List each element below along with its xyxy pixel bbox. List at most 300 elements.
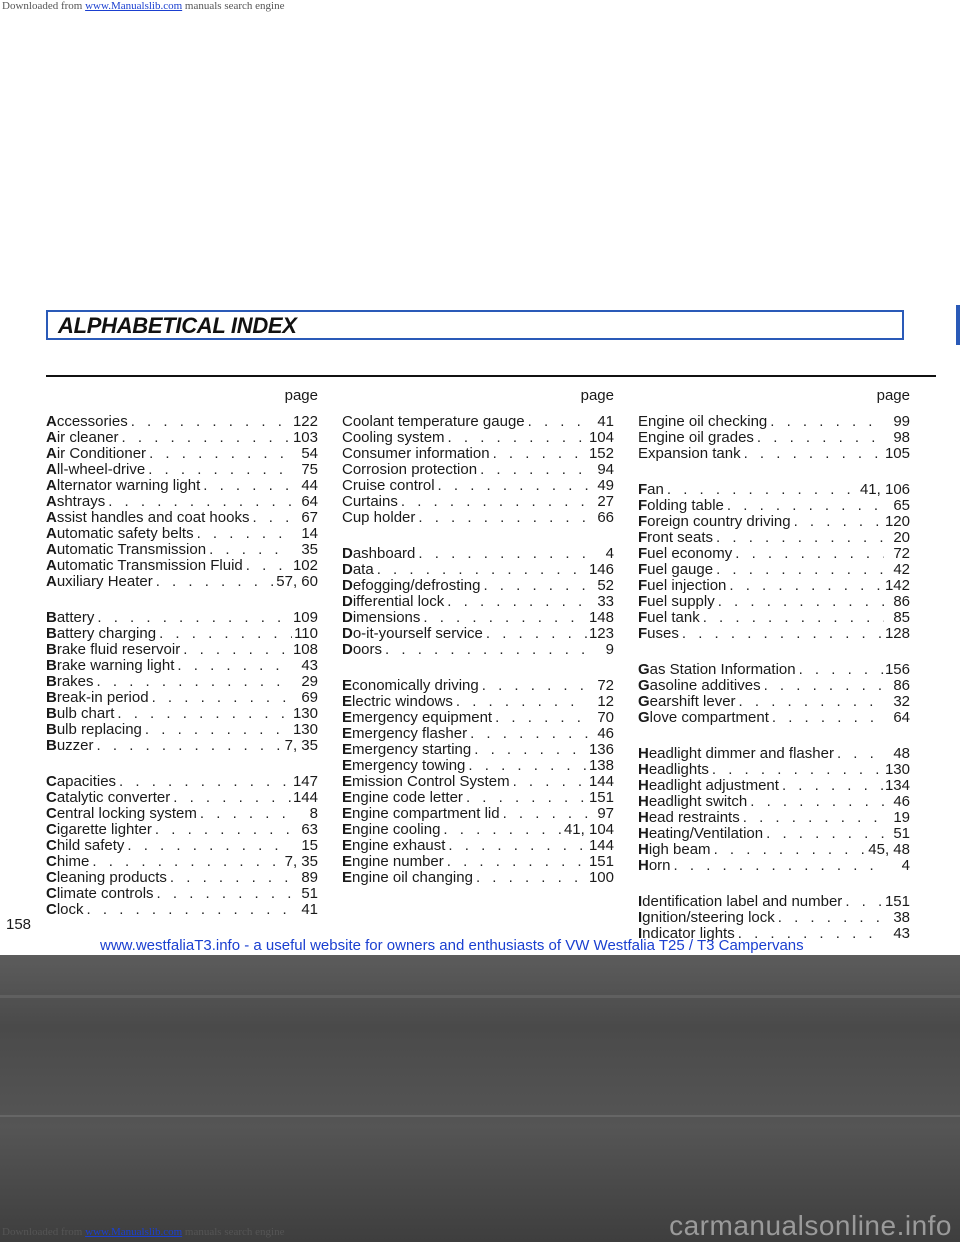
dot-leader bbox=[249, 510, 292, 526]
index-term bbox=[638, 498, 724, 514]
index-entry bbox=[638, 842, 910, 858]
index-term-text: Cruise control bbox=[342, 478, 435, 494]
index-term-text: imensions bbox=[352, 610, 421, 626]
index-term-text: igarette lighter bbox=[56, 822, 152, 838]
download-suffix: manuals search engine bbox=[184, 0, 285, 12]
index-term-initial: H bbox=[638, 858, 649, 874]
index-term-text: ngine code letter bbox=[352, 790, 463, 806]
index-entry bbox=[46, 494, 318, 510]
index-entry bbox=[342, 838, 614, 854]
dot-leader bbox=[473, 870, 588, 886]
index-term-text: reak-in period bbox=[56, 690, 149, 706]
index-entry bbox=[638, 530, 910, 546]
index-term bbox=[638, 826, 763, 842]
index-term bbox=[342, 758, 465, 774]
index-term bbox=[638, 746, 834, 762]
index-page-ref: 33 bbox=[597, 594, 614, 610]
index-page-ref: 156 bbox=[884, 662, 910, 678]
index-page-ref: 45, 48 bbox=[868, 842, 910, 858]
dot-leader bbox=[465, 758, 588, 774]
dot-leader bbox=[477, 462, 588, 478]
index-term-initial: C bbox=[46, 902, 57, 918]
index-term-text: rake warning light bbox=[56, 658, 175, 674]
index-page-ref: 41, 106 bbox=[859, 482, 910, 498]
index-page-ref: 105 bbox=[884, 446, 910, 462]
index-entry bbox=[46, 738, 318, 754]
index-entry bbox=[46, 526, 318, 542]
index-term-initial: F bbox=[638, 482, 648, 498]
index-term bbox=[638, 678, 761, 694]
index-entry bbox=[46, 610, 318, 626]
index-term bbox=[638, 894, 842, 910]
dot-leader bbox=[94, 738, 285, 754]
index-term-initial: E bbox=[342, 822, 353, 838]
index-entry bbox=[342, 726, 614, 742]
index-term-text: rake fluid reservoir bbox=[56, 642, 181, 658]
index-term bbox=[342, 870, 473, 886]
index-term-text: oreign country driving bbox=[647, 514, 791, 530]
manualslib-link[interactable]: www.Manualslib.com bbox=[85, 0, 183, 12]
index-entry bbox=[342, 854, 614, 870]
index-term-text: ata bbox=[352, 562, 374, 578]
index-entry bbox=[46, 806, 318, 822]
index-letter-group bbox=[342, 546, 614, 658]
index-term-initial: D bbox=[342, 546, 353, 562]
download-suffix: manuals search engine bbox=[184, 1226, 285, 1238]
index-page-ref: 35 bbox=[301, 542, 318, 558]
index-term-text: mergency flasher bbox=[352, 726, 468, 742]
index-page-ref: 128 bbox=[884, 626, 910, 642]
index-page-ref: 54 bbox=[301, 446, 318, 462]
index-page-ref: 89 bbox=[301, 870, 318, 886]
index-term-initial: D bbox=[342, 578, 353, 594]
index-term bbox=[46, 526, 194, 542]
dot-leader bbox=[711, 842, 869, 858]
index-term-text: igh beam bbox=[648, 842, 711, 858]
index-page-ref: 138 bbox=[588, 758, 614, 774]
index-entry bbox=[342, 710, 614, 726]
index-term-text: lternator warning light bbox=[56, 478, 201, 494]
index-term-text: mergency towing bbox=[352, 758, 466, 774]
index-term bbox=[638, 414, 767, 430]
dot-leader bbox=[398, 494, 588, 510]
index-entry bbox=[638, 778, 910, 794]
index-term bbox=[342, 678, 479, 694]
index-term bbox=[342, 642, 382, 658]
index-term bbox=[46, 706, 114, 722]
index-term-initial: D bbox=[342, 610, 353, 626]
index-page-ref: 7, 35 bbox=[284, 854, 318, 870]
index-term bbox=[638, 594, 715, 610]
index-term bbox=[342, 594, 444, 610]
index-entry bbox=[342, 462, 614, 478]
index-term bbox=[342, 578, 480, 594]
index-page-ref: 151 bbox=[884, 894, 910, 910]
download-prefix: Downloaded from bbox=[2, 0, 83, 12]
index-entry bbox=[638, 446, 910, 462]
index-term-initial: C bbox=[46, 886, 57, 902]
index-page-ref: 99 bbox=[893, 414, 910, 430]
index-term bbox=[46, 642, 180, 658]
index-entry bbox=[342, 494, 614, 510]
index-page-ref: 67 bbox=[301, 510, 318, 526]
dot-leader bbox=[382, 642, 588, 658]
index-term bbox=[342, 510, 415, 526]
index-page-ref: 64 bbox=[893, 710, 910, 726]
edge-tab bbox=[956, 305, 960, 345]
index-page-ref: 75 bbox=[301, 462, 318, 478]
dot-leader bbox=[89, 854, 284, 870]
index-term-initial: G bbox=[638, 710, 650, 726]
index-term-initial: D bbox=[342, 626, 353, 642]
index-page-ref: 42 bbox=[893, 562, 910, 578]
index-term-text: ndicator lights bbox=[642, 926, 735, 942]
index-entry bbox=[342, 642, 614, 658]
dot-leader bbox=[453, 694, 588, 710]
index-entry bbox=[46, 658, 318, 674]
index-term-initial: B bbox=[46, 674, 57, 690]
dot-leader bbox=[124, 838, 292, 854]
index-term bbox=[46, 790, 170, 806]
index-entry bbox=[638, 746, 910, 762]
dot-leader bbox=[726, 578, 884, 594]
index-letter-group bbox=[638, 746, 910, 874]
index-term bbox=[638, 662, 796, 678]
dot-leader bbox=[116, 774, 292, 790]
index-term bbox=[46, 658, 174, 674]
index-entry bbox=[342, 578, 614, 594]
index-term-text: gnition/steering lock bbox=[642, 910, 775, 926]
index-term-initial: A bbox=[46, 510, 57, 526]
index-term-initial: C bbox=[46, 790, 57, 806]
index-term bbox=[46, 414, 128, 430]
index-page-ref: 63 bbox=[301, 822, 318, 838]
dot-leader bbox=[444, 594, 588, 610]
index-page-ref: 38 bbox=[893, 910, 910, 926]
dot-leader bbox=[736, 694, 884, 710]
index-term-initial: H bbox=[638, 778, 649, 794]
index-term bbox=[46, 806, 197, 822]
index-page-ref: 94 bbox=[597, 462, 614, 478]
dot-leader bbox=[114, 706, 292, 722]
index-term-initial: G bbox=[638, 678, 650, 694]
index-term-text: rakes bbox=[56, 674, 94, 690]
index-entry bbox=[638, 826, 910, 842]
dot-leader bbox=[480, 578, 588, 594]
index-page-ref: 108 bbox=[292, 642, 318, 658]
index-letter-group bbox=[638, 662, 910, 726]
index-term bbox=[46, 446, 146, 462]
index-term bbox=[46, 690, 149, 706]
index-page-ref: 64 bbox=[301, 494, 318, 510]
dot-leader bbox=[420, 610, 588, 626]
index-term bbox=[342, 562, 374, 578]
index-term-initial: C bbox=[46, 774, 57, 790]
index-term-text: leaning products bbox=[56, 870, 167, 886]
index-page-ref: 20 bbox=[893, 530, 910, 546]
index-term-text: utomatic safety belts bbox=[56, 526, 194, 542]
index-term-text: ir Conditioner bbox=[56, 446, 147, 462]
index-letter-group bbox=[342, 678, 614, 886]
dot-leader bbox=[671, 858, 884, 874]
dot-leader bbox=[791, 514, 884, 530]
index-term-initial: I bbox=[638, 910, 643, 926]
index-term-text: olding table bbox=[647, 498, 724, 514]
index-term-text: Consumer information bbox=[342, 446, 490, 462]
index-page-ref: 152 bbox=[588, 446, 614, 462]
index-term-text: hild safety bbox=[56, 838, 125, 854]
dot-leader bbox=[105, 494, 292, 510]
index-page-ref: 151 bbox=[588, 790, 614, 806]
index-entry bbox=[46, 902, 318, 918]
index-page-ref: 151 bbox=[588, 854, 614, 870]
index-column-3 bbox=[638, 388, 910, 962]
index-term bbox=[46, 626, 156, 642]
index-term-text: eating/Ventilation bbox=[648, 826, 764, 842]
index-term-text: Expansion tank bbox=[638, 446, 741, 462]
dot-leader bbox=[664, 482, 860, 498]
index-term-initial: F bbox=[638, 514, 648, 530]
index-page-ref: 41, 104 bbox=[563, 822, 614, 838]
index-entry bbox=[46, 414, 318, 430]
index-term bbox=[638, 482, 664, 498]
index-term-initial: F bbox=[638, 562, 648, 578]
index-entry bbox=[46, 462, 318, 478]
index-term-text: Cooling system bbox=[342, 430, 445, 446]
index-entry bbox=[638, 626, 910, 642]
index-term bbox=[46, 462, 145, 478]
index-term bbox=[638, 910, 775, 926]
index-page-ref: 134 bbox=[884, 778, 910, 794]
index-entry bbox=[46, 822, 318, 838]
dot-leader bbox=[415, 510, 588, 526]
index-page-ref: 104 bbox=[588, 430, 614, 446]
scan-streak bbox=[0, 995, 960, 998]
index-page-ref: 7, 35 bbox=[284, 738, 318, 754]
index-term-initial: G bbox=[638, 694, 650, 710]
index-term-text: uel gauge bbox=[647, 562, 714, 578]
index-term-text: mission Control System bbox=[352, 774, 510, 790]
dot-leader bbox=[174, 658, 292, 674]
index-page-ref: 86 bbox=[893, 678, 910, 694]
dot-leader bbox=[145, 462, 292, 478]
index-term-text: o-it-yourself service bbox=[352, 626, 483, 642]
index-term-text: conomically driving bbox=[352, 678, 479, 694]
dot-leader bbox=[732, 546, 884, 562]
index-page-ref: 48 bbox=[893, 746, 910, 762]
index-term-initial: E bbox=[342, 678, 353, 694]
index-term-initial: A bbox=[46, 558, 57, 574]
index-page-ref: 100 bbox=[588, 870, 614, 886]
index-entry bbox=[46, 642, 318, 658]
index-term bbox=[46, 738, 94, 754]
index-term-text: ir cleaner bbox=[56, 430, 119, 446]
index-page-ref: 144 bbox=[588, 838, 614, 854]
dot-leader bbox=[761, 678, 884, 694]
index-term-initial: E bbox=[342, 870, 353, 886]
dot-leader bbox=[842, 894, 884, 910]
page-title: ALPHABETICAL INDEX bbox=[58, 313, 297, 338]
dot-leader bbox=[767, 414, 884, 430]
index-term-initial: H bbox=[638, 826, 649, 842]
index-term-initial: B bbox=[46, 642, 57, 658]
index-letter-group bbox=[46, 610, 318, 754]
index-term-initial: B bbox=[46, 626, 57, 642]
index-term-text: ulb chart bbox=[56, 706, 115, 722]
index-page-ref: 72 bbox=[893, 546, 910, 562]
index-page-ref: 72 bbox=[597, 678, 614, 694]
index-term-initial: H bbox=[638, 746, 649, 762]
index-term-initial: A bbox=[46, 462, 57, 478]
index-term-text: Corrosion protection bbox=[342, 462, 478, 478]
index-term-initial: D bbox=[342, 642, 353, 658]
index-entry bbox=[46, 722, 318, 738]
index-entry bbox=[638, 694, 910, 710]
index-entry bbox=[638, 594, 910, 610]
index-entry bbox=[342, 758, 614, 774]
index-page-ref: 46 bbox=[893, 794, 910, 810]
index-entry bbox=[342, 822, 614, 838]
index-term bbox=[342, 710, 492, 726]
index-term-initial: B bbox=[46, 610, 57, 626]
dot-leader bbox=[700, 610, 884, 626]
index-page-ref: 70 bbox=[597, 710, 614, 726]
download-prefix: Downloaded from bbox=[2, 1226, 83, 1238]
index-term-initial: B bbox=[46, 658, 57, 674]
index-term-text: mergency starting bbox=[352, 742, 472, 758]
index-term bbox=[638, 546, 732, 562]
index-term bbox=[342, 494, 398, 510]
dot-leader bbox=[194, 526, 292, 542]
index-entry bbox=[342, 774, 614, 790]
index-term-text: oors bbox=[352, 642, 383, 658]
index-term-initial: H bbox=[638, 794, 649, 810]
index-page-ref: 130 bbox=[292, 706, 318, 722]
index-term bbox=[342, 806, 500, 822]
index-letter-group bbox=[638, 414, 910, 462]
index-term-initial: B bbox=[46, 738, 57, 754]
index-term-text: as Station Information bbox=[649, 662, 796, 678]
index-entry bbox=[46, 854, 318, 870]
dot-leader bbox=[156, 626, 292, 642]
index-entry bbox=[342, 742, 614, 758]
index-term-text: earshift lever bbox=[649, 694, 736, 710]
dot-leader bbox=[754, 430, 884, 446]
dot-leader bbox=[740, 810, 884, 826]
index-entry bbox=[342, 870, 614, 886]
index-page-ref: 15 bbox=[301, 838, 318, 854]
dot-leader bbox=[724, 498, 884, 514]
index-term-initial: A bbox=[46, 494, 57, 510]
index-term-text: eadlight switch bbox=[648, 794, 748, 810]
dot-leader bbox=[679, 626, 884, 642]
index-term-text: eadlights bbox=[648, 762, 709, 778]
index-term bbox=[46, 886, 154, 902]
index-page-ref: 123 bbox=[588, 626, 614, 642]
index-term-initial: C bbox=[46, 854, 57, 870]
index-entry bbox=[46, 542, 318, 558]
manualslib-link[interactable]: www.Manualslib.com bbox=[85, 1226, 183, 1238]
index-term-initial: A bbox=[46, 542, 57, 558]
dot-leader bbox=[525, 414, 588, 430]
index-page-ref: 130 bbox=[292, 722, 318, 738]
index-term-text: Engine oil grades bbox=[638, 430, 754, 446]
dot-leader bbox=[154, 886, 292, 902]
index-term-initial: E bbox=[342, 726, 353, 742]
index-term-initial: C bbox=[46, 838, 57, 854]
index-term-initial: E bbox=[342, 742, 353, 758]
index-term bbox=[46, 902, 84, 918]
index-page-ref: 130 bbox=[884, 762, 910, 778]
index-entry bbox=[638, 578, 910, 594]
index-term-initial: G bbox=[638, 662, 650, 678]
dot-leader bbox=[747, 794, 884, 810]
index-term-text: dentification label and number bbox=[642, 894, 843, 910]
index-term bbox=[46, 838, 124, 854]
index-column-2 bbox=[342, 388, 614, 906]
index-page-ref: 103 bbox=[292, 430, 318, 446]
index-term bbox=[638, 794, 747, 810]
index-term-initial: E bbox=[342, 774, 353, 790]
dot-leader bbox=[170, 790, 292, 806]
index-entry bbox=[638, 794, 910, 810]
index-term bbox=[342, 854, 444, 870]
index-entry bbox=[638, 710, 910, 726]
index-term-text: asoline additives bbox=[649, 678, 761, 694]
index-term bbox=[342, 414, 525, 430]
index-term bbox=[342, 742, 471, 758]
index-entry bbox=[638, 482, 910, 498]
index-term bbox=[46, 494, 105, 510]
index-term bbox=[46, 610, 94, 626]
index-entry bbox=[46, 446, 318, 462]
index-term-text: ngine cooling bbox=[352, 822, 441, 838]
index-term-text: eadlight adjustment bbox=[648, 778, 779, 794]
index-entry bbox=[342, 610, 614, 626]
index-page-ref: 66 bbox=[597, 510, 614, 526]
index-term bbox=[638, 858, 671, 874]
dot-leader bbox=[153, 574, 277, 590]
index-entry bbox=[46, 706, 318, 722]
index-entry bbox=[342, 806, 614, 822]
dot-leader bbox=[479, 678, 588, 694]
header-rule bbox=[46, 375, 936, 377]
index-term-initial: A bbox=[46, 526, 57, 542]
index-page-ref: 146 bbox=[588, 562, 614, 578]
index-entry bbox=[46, 870, 318, 886]
dot-leader bbox=[444, 854, 588, 870]
index-page-ref: 8 bbox=[309, 806, 318, 822]
index-term-initial: F bbox=[638, 594, 648, 610]
index-term bbox=[46, 542, 206, 558]
index-term-text: uel injection bbox=[647, 578, 727, 594]
index-entry bbox=[342, 510, 614, 526]
index-entry bbox=[46, 674, 318, 690]
index-term-text: ront seats bbox=[647, 530, 714, 546]
download-note-top bbox=[0, 0, 960, 14]
index-term-initial: F bbox=[638, 498, 648, 514]
index-term bbox=[46, 674, 94, 690]
index-term-text: eadlight dimmer and flasher bbox=[648, 746, 834, 762]
dot-leader bbox=[149, 690, 292, 706]
index-page-ref: 12 bbox=[597, 694, 614, 710]
index-letter-group bbox=[46, 774, 318, 918]
index-term-initial: E bbox=[342, 838, 353, 854]
index-term-text: ead restraints bbox=[648, 810, 740, 826]
index-term bbox=[46, 822, 152, 838]
index-entry bbox=[46, 510, 318, 526]
index-term bbox=[638, 842, 711, 858]
